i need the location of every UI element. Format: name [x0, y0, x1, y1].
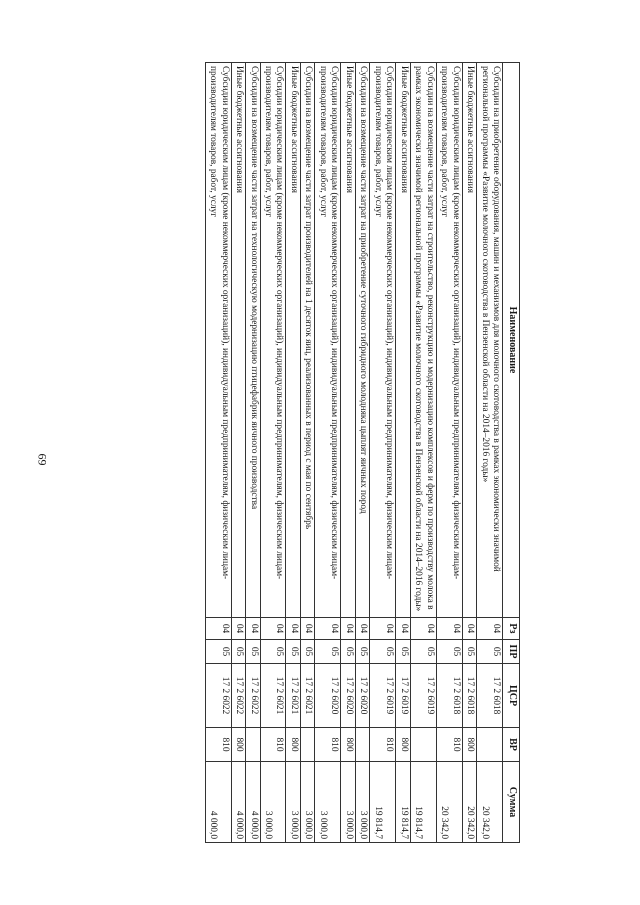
cell-rz: 04: [300, 618, 314, 640]
table-row: [246, 63, 260, 843]
header-sum: Сумма: [503, 762, 520, 843]
table-row: [205, 63, 231, 843]
budget-table: [205, 62, 520, 843]
cell-sum: 4 000,0: [246, 762, 260, 843]
cell-csr: 17 2 6022: [205, 664, 231, 728]
cell-csr: 17 2 6022: [231, 664, 245, 728]
cell-pr: 05: [355, 640, 369, 664]
cell-pr: 05: [370, 640, 396, 664]
cell-rz: 04: [341, 618, 355, 640]
cell-name: Субсидии на возмещение части затрат производителей на 1 десяток яиц, реализованных в период с мая по сентябрь: [300, 63, 314, 618]
table-row: [286, 63, 300, 843]
cell-rz: 04: [396, 618, 410, 640]
cell-sum: 19 814,7: [410, 762, 436, 843]
cell-pr: 05: [205, 640, 231, 664]
cell-vr: 800: [462, 728, 476, 762]
table-row: [231, 63, 245, 843]
cell-sum: 19 814,7: [396, 762, 410, 843]
table-row: [462, 63, 476, 843]
cell-vr: 810: [205, 728, 231, 762]
cell-pr: 05: [396, 640, 410, 664]
cell-csr: 17 2 6020: [341, 664, 355, 728]
cell-rz: 04: [462, 618, 476, 640]
cell-vr: 810: [260, 728, 286, 762]
table-header-row: [503, 63, 520, 843]
header-rz: Рз: [503, 618, 520, 640]
cell-sum: 3 000,0: [260, 762, 286, 843]
cell-rz: 04: [231, 618, 245, 640]
cell-pr: 05: [436, 640, 462, 664]
cell-vr: [246, 728, 260, 762]
cell-csr: 17 2 6019: [396, 664, 410, 728]
cell-vr: 810: [370, 728, 396, 762]
cell-csr: 17 2 6021: [286, 664, 300, 728]
header-pr: ПР: [503, 640, 520, 664]
table-row: [315, 63, 341, 843]
cell-vr: 800: [396, 728, 410, 762]
cell-csr: 17 2 6018: [477, 664, 503, 728]
cell-pr: 05: [286, 640, 300, 664]
cell-sum: 19 814,7: [370, 762, 396, 843]
cell-sum: 4 000,0: [205, 762, 231, 843]
cell-csr: 17 2 6019: [410, 664, 436, 728]
cell-name: Субсидии на возмещение части затрат на строительство, реконструкцию и модернизацию комплексов и ферм по производству молока в рамках экономически значимой региональной программы «Развитие молочного скотоводства в Пензенской области на 2014–2016 годы»: [410, 63, 436, 618]
cell-pr: 05: [260, 640, 286, 664]
cell-pr: 05: [341, 640, 355, 664]
cell-pr: 05: [315, 640, 341, 664]
cell-sum: 20 342,0: [477, 762, 503, 843]
cell-csr: 17 2 6020: [355, 664, 369, 728]
cell-pr: 05: [410, 640, 436, 664]
cell-sum: 3 000,0: [286, 762, 300, 843]
cell-vr: 800: [286, 728, 300, 762]
cell-vr: [410, 728, 436, 762]
cell-csr: 17 2 6020: [315, 664, 341, 728]
cell-rz: 04: [436, 618, 462, 640]
cell-pr: 05: [477, 640, 503, 664]
cell-vr: [300, 728, 314, 762]
cell-csr: 17 2 6021: [300, 664, 314, 728]
cell-sum: 3 000,0: [300, 762, 314, 843]
cell-vr: 800: [231, 728, 245, 762]
cell-rz: 04: [410, 618, 436, 640]
cell-csr: 17 2 6022: [246, 664, 260, 728]
header-csr: ЦСР: [503, 664, 520, 728]
cell-name: Субсидии юридическим лицам (кроме некоммерческих организаций), индивидуальным предпринимателям, физическим лицам-производителям товаров, работ, услуг: [260, 63, 286, 618]
cell-vr: 810: [436, 728, 462, 762]
table-row: [341, 63, 355, 843]
cell-pr: 05: [462, 640, 476, 664]
table-row: [410, 63, 436, 843]
cell-name: Иные бюджетные ассигнования: [286, 63, 300, 618]
cell-vr: [477, 728, 503, 762]
cell-sum: 3 000,0: [355, 762, 369, 843]
cell-pr: 05: [246, 640, 260, 664]
header-name: Наименование: [503, 63, 520, 618]
cell-rz: 04: [246, 618, 260, 640]
cell-pr: 05: [231, 640, 245, 664]
cell-vr: 800: [341, 728, 355, 762]
header-vr: ВР: [503, 728, 520, 762]
table-row: [436, 63, 462, 843]
table-row: [260, 63, 286, 843]
cell-csr: 17 2 6018: [462, 664, 476, 728]
page-number: 69: [35, 453, 50, 466]
cell-name: Субсидии юридическим лицам (кроме некоммерческих организаций), индивидуальным предпринимателям, физическим лицам-производителям товаров, работ, услуг: [205, 63, 231, 618]
cell-name: Иные бюджетные ассигнования: [341, 63, 355, 618]
cell-rz: 04: [205, 618, 231, 640]
cell-rz: 04: [370, 618, 396, 640]
cell-sum: 20 342,0: [462, 762, 476, 843]
rotated-table-area: [90, 62, 520, 842]
table-body: [205, 63, 502, 843]
cell-name: Иные бюджетные ассигнования: [396, 63, 410, 618]
cell-name: Субсидии юридическим лицам (кроме некоммерческих организаций), индивидуальным предпринимателям, физическим лицам-производителям товаров, работ, услуг: [370, 63, 396, 618]
table-row: [477, 63, 503, 843]
cell-name: Субсидии на возмещение части затрат на приобретение суточного гибридного молодняка цыплят яичных пород: [355, 63, 369, 618]
cell-name: Иные бюджетные ассигнования: [462, 63, 476, 618]
cell-sum: 3 000,0: [341, 762, 355, 843]
cell-rz: 04: [260, 618, 286, 640]
cell-csr: 17 2 6021: [260, 664, 286, 728]
cell-rz: 04: [355, 618, 369, 640]
cell-vr: 810: [315, 728, 341, 762]
cell-rz: 04: [315, 618, 341, 640]
cell-name: Субсидии юридическим лицам (кроме некоммерческих организаций), индивидуальным предпринимателям, физическим лицам-производителям товаров, работ, услуг: [315, 63, 341, 618]
cell-pr: 05: [300, 640, 314, 664]
table-row: [370, 63, 396, 843]
cell-name: Субсидии на приобретение оборудования, машин и механизмов для молочного скотоводства в рамках экономически значимой региональной программы «Развитие молочного скотоводства в Пензенской области на 2014–2016 годы»: [477, 63, 503, 618]
cell-rz: 04: [286, 618, 300, 640]
table-row: [355, 63, 369, 843]
table-row: [300, 63, 314, 843]
cell-sum: 4 000,0: [231, 762, 245, 843]
cell-name: Субсидии на возмещение части затрат на технологическую модернизацию птицефабрик яичного производства: [246, 63, 260, 618]
cell-name: Иные бюджетные ассигнования: [231, 63, 245, 618]
table-row: [396, 63, 410, 843]
cell-vr: [355, 728, 369, 762]
cell-csr: 17 2 6019: [370, 664, 396, 728]
cell-name: Субсидии юридическим лицам (кроме некоммерческих организаций), индивидуальным предпринимателям, физическим лицам-производителям товаров, работ, услуг: [436, 63, 462, 618]
cell-sum: 20 342,0: [436, 762, 462, 843]
cell-csr: 17 2 6018: [436, 664, 462, 728]
cell-sum: 3 000,0: [315, 762, 341, 843]
cell-rz: 04: [477, 618, 503, 640]
